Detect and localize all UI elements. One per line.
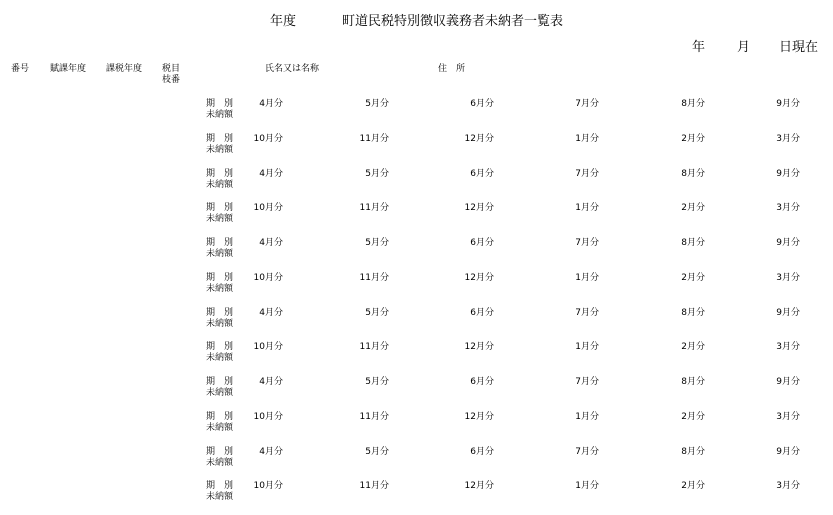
month-column-label: 11月分 [359,411,389,422]
month-column-label: 10月分 [253,272,283,283]
period-label: 期 別 [206,342,234,353]
unpaid-amount-label: 未納額 [206,144,234,155]
period-label: 期 別 [206,203,234,214]
month-column-label: 7月分 [575,307,599,318]
month-column-label: 6月分 [470,446,494,457]
month-column-label: 4月分 [259,238,283,248]
period-label: 期 別 [206,446,234,457]
period-label: 期 別 [206,168,234,179]
month-column-label: 5月分 [365,238,389,248]
table-row [0,169,833,195]
month-column-label: 6月分 [470,238,494,248]
month-column-label: 1月分 [575,133,599,144]
month-column-label: 10月分 [253,133,283,144]
table-row [0,134,833,160]
unpaid-amount-label: 未納額 [206,249,234,259]
month-column-label: 3月分 [776,342,800,353]
month-column-label: 1月分 [575,481,599,492]
month-column-label: 10月分 [253,481,283,492]
period-label: 期 別 [206,307,234,318]
month-column-label: 9月分 [776,307,800,318]
month-column-label: 9月分 [776,99,800,109]
month-column-label: 4月分 [259,446,283,457]
table-row [0,447,833,473]
month-column-label: 4月分 [259,168,283,179]
month-column-label: 5月分 [365,307,389,318]
header-address: 住 所 [438,64,466,74]
as-of-month: 月 [737,40,751,55]
month-column-label: 9月分 [776,168,800,179]
month-column-label: 11月分 [359,342,389,353]
month-column-label: 4月分 [259,99,283,109]
unpaid-amount-label: 未納額 [206,214,234,225]
month-column-label: 7月分 [575,238,599,248]
table-row [0,203,833,229]
month-column-label: 11月分 [359,272,389,283]
month-column-label: 9月分 [776,377,800,387]
month-column-label: 1月分 [575,411,599,422]
month-column-label: 4月分 [259,307,283,318]
unpaid-amount-label: 未納額 [206,492,234,503]
month-column-label: 9月分 [776,446,800,457]
unpaid-amount-label: 未納額 [206,283,234,294]
header-assess-year: 賦課年度 [50,64,87,74]
month-column-label: 5月分 [365,446,389,457]
month-column-label: 11月分 [359,203,389,214]
month-column-label: 7月分 [575,377,599,387]
fiscal-year-label: 年度 [270,14,297,29]
header-branch-number: 枝番 [162,75,181,85]
unpaid-amount-label: 未納額 [206,110,234,120]
month-column-label: 4月分 [259,377,283,387]
month-column-label: 8月分 [681,377,705,387]
header-tax-year: 課税年度 [106,64,143,74]
month-column-label: 1月分 [575,342,599,353]
period-label: 期 別 [206,133,234,144]
month-column-label: 12月分 [464,481,494,492]
month-column-label: 12月分 [464,133,494,144]
month-column-label: 2月分 [681,481,705,492]
month-column-label: 10月分 [253,411,283,422]
unpaid-amount-label: 未納額 [206,318,234,329]
month-column-label: 2月分 [681,272,705,283]
period-label: 期 別 [206,377,234,387]
as-of-year: 年 [692,40,706,55]
header-number: 番号 [11,64,30,74]
as-of-day: 日現在 [779,40,819,55]
table-row [0,412,833,438]
period-label: 期 別 [206,99,234,109]
month-column-label: 10月分 [253,342,283,353]
month-column-label: 7月分 [575,446,599,457]
month-column-label: 5月分 [365,99,389,109]
month-column-label: 7月分 [575,99,599,109]
period-label: 期 別 [206,411,234,422]
month-column-label: 6月分 [470,307,494,318]
month-column-label: 3月分 [776,411,800,422]
month-column-label: 12月分 [464,203,494,214]
unpaid-amount-label: 未納額 [206,388,234,398]
header-name: 氏名又は名称 [265,64,320,74]
unpaid-amount-label: 未納額 [206,179,234,190]
month-column-label: 8月分 [681,238,705,248]
period-label: 期 別 [206,481,234,492]
month-column-label: 8月分 [681,99,705,109]
month-column-label: 8月分 [681,307,705,318]
month-column-label: 3月分 [776,481,800,492]
header-tax-item: 税目 [162,64,181,74]
month-column-label: 2月分 [681,133,705,144]
table-row [0,481,833,507]
month-column-label: 12月分 [464,411,494,422]
table-row [0,377,833,403]
month-column-label: 10月分 [253,203,283,214]
period-label: 期 別 [206,272,234,283]
unpaid-amount-label: 未納額 [206,422,234,433]
month-column-label: 2月分 [681,203,705,214]
table-row [0,308,833,334]
month-column-label: 2月分 [681,342,705,353]
unpaid-amount-label: 未納額 [206,457,234,468]
month-column-label: 11月分 [359,133,389,144]
month-column-label: 3月分 [776,272,800,283]
month-column-label: 12月分 [464,342,494,353]
month-column-label: 12月分 [464,272,494,283]
table-row [0,238,833,264]
month-column-label: 3月分 [776,203,800,214]
month-column-label: 6月分 [470,168,494,179]
table-row [0,273,833,299]
month-column-label: 8月分 [681,168,705,179]
page-title: 町道民税特別徴収義務者未納者一覧表 [342,14,564,29]
month-column-label: 6月分 [470,99,494,109]
month-column-label: 11月分 [359,481,389,492]
month-column-label: 6月分 [470,377,494,387]
month-column-label: 9月分 [776,238,800,248]
unpaid-amount-label: 未納額 [206,353,234,364]
month-column-label: 8月分 [681,446,705,457]
month-column-label: 5月分 [365,168,389,179]
month-column-label: 1月分 [575,272,599,283]
month-column-label: 7月分 [575,168,599,179]
month-column-label: 1月分 [575,203,599,214]
table-row [0,342,833,368]
month-column-label: 2月分 [681,411,705,422]
period-label: 期 別 [206,238,234,248]
month-column-label: 5月分 [365,377,389,387]
table-row [0,99,833,125]
month-column-label: 3月分 [776,133,800,144]
